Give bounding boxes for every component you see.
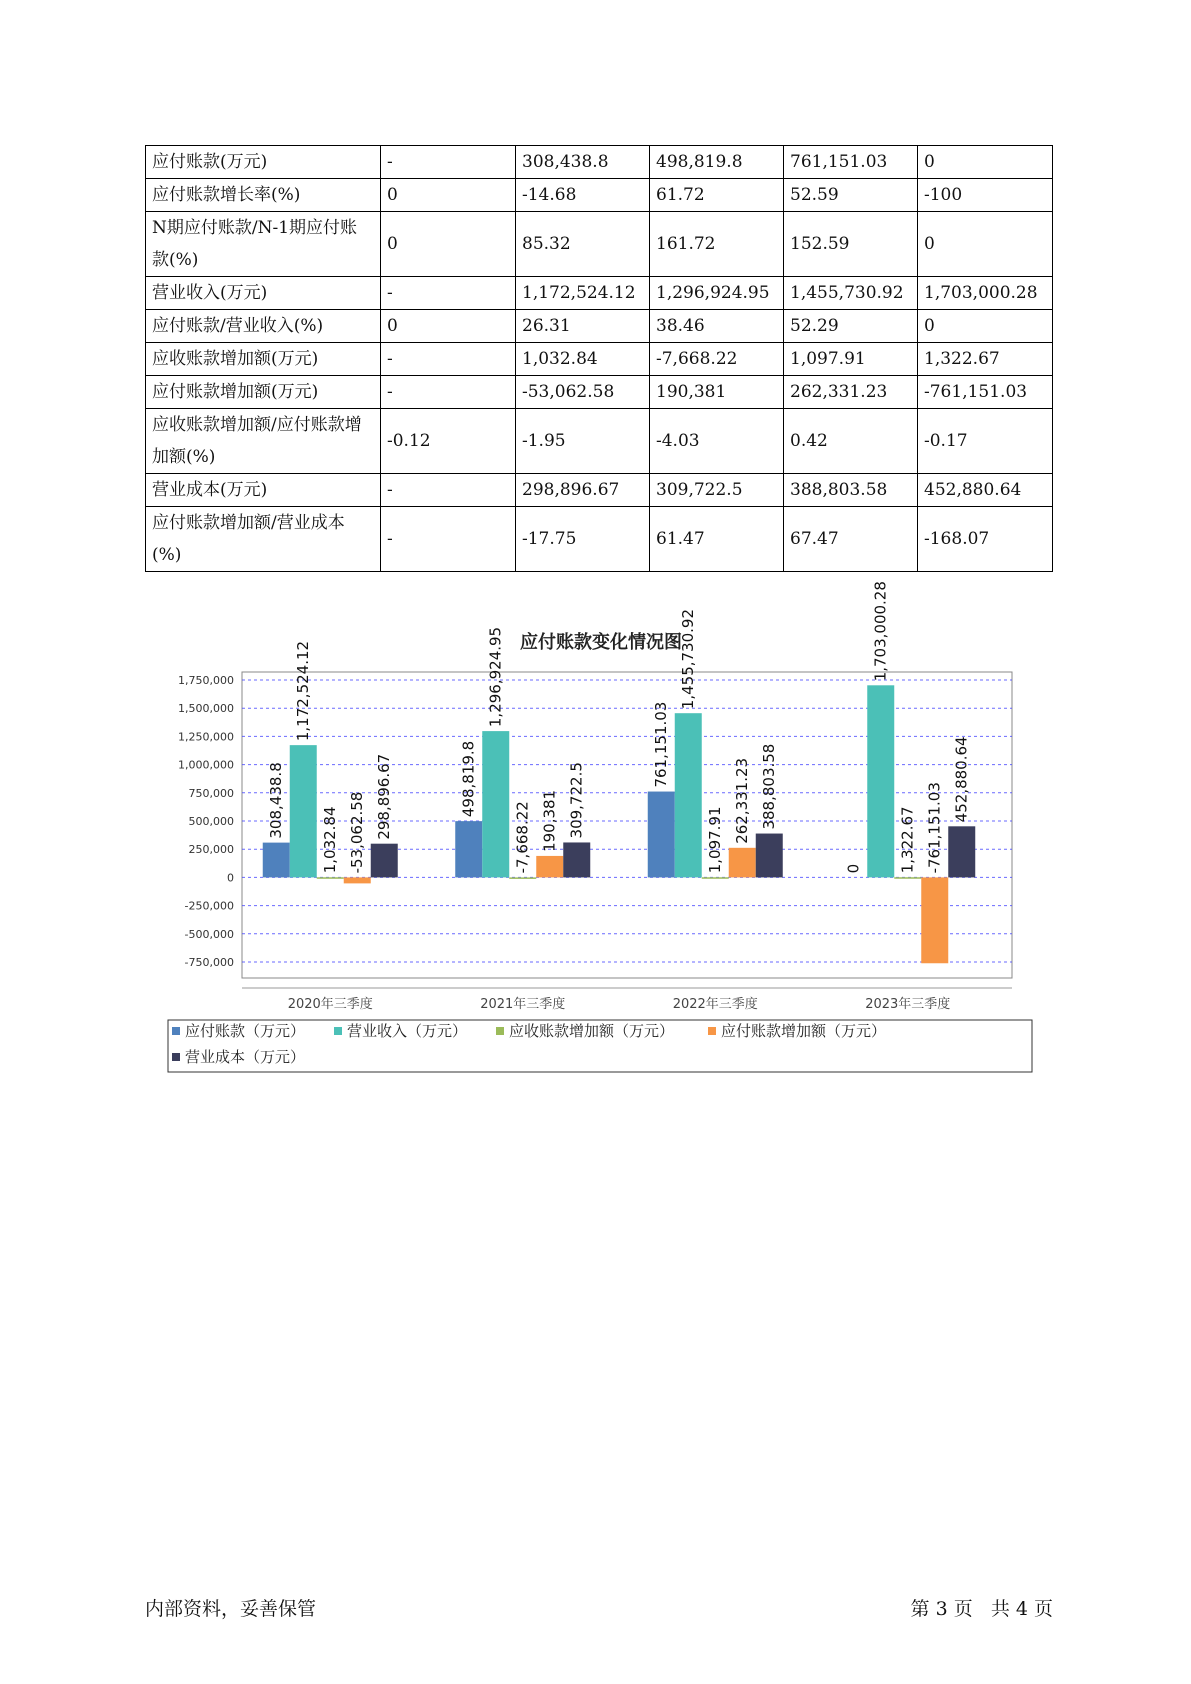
data-label: 1,172,524.12	[294, 640, 313, 742]
legend-label: 营业成本（万元）	[185, 1048, 306, 1066]
bar	[563, 842, 590, 877]
x-tick-label: 2021年三季度	[480, 997, 566, 1012]
x-tick-label: 2023年三季度	[865, 997, 951, 1012]
table-cell: -	[381, 507, 516, 572]
data-label: 1,455,730.92	[679, 608, 698, 710]
table-cell: 0	[381, 179, 516, 212]
data-label: 761,151.03	[652, 701, 671, 788]
table-cell: 52.59	[784, 179, 918, 212]
row-label: 应付账款增加额(万元)	[146, 376, 381, 409]
table-cell: 1,296,924.95	[650, 277, 784, 310]
data-label: 262,331.23	[733, 757, 752, 844]
table-cell: 452,880.64	[918, 474, 1053, 507]
y-tick-label: 1,250,000	[178, 730, 234, 744]
table-cell: 0	[381, 310, 516, 343]
table-cell: 152.59	[784, 212, 918, 277]
table-cell: 61.47	[650, 507, 784, 572]
table-cell: 190,381	[650, 376, 784, 409]
y-tick-label: 750,000	[188, 786, 234, 800]
legend-swatch	[172, 1053, 180, 1061]
table-cell: 308,438.8	[516, 146, 650, 179]
y-tick-label: -250,000	[184, 899, 234, 913]
row-label: 应付账款增长率(%)	[146, 179, 381, 212]
legend-label: 应付账款（万元）	[185, 1022, 306, 1040]
table-cell: 1,322.67	[918, 343, 1053, 376]
bar	[948, 826, 975, 877]
table-cell: 1,032.84	[516, 343, 650, 376]
bar	[344, 877, 371, 883]
table-cell: 388,803.58	[784, 474, 918, 507]
y-tick-label: 1,000,000	[178, 758, 234, 772]
bar	[482, 731, 509, 877]
bar	[290, 745, 317, 877]
bar	[675, 713, 702, 877]
y-tick-label: 0	[227, 871, 234, 885]
data-label: -7,668.22	[513, 801, 532, 874]
bar	[371, 844, 398, 878]
data-label: -761,151.03	[925, 782, 944, 874]
table-cell: -	[381, 146, 516, 179]
data-label: 298,896.67	[375, 753, 394, 840]
table-cell: -168.07	[918, 507, 1053, 572]
row-label: 应付账款增加额/营业成本(%)	[146, 507, 381, 572]
legend-label: 应付账款增加额（万元）	[721, 1022, 887, 1040]
chart-title: 应付账款变化情况图	[520, 632, 682, 653]
table-cell: -14.68	[516, 179, 650, 212]
bar	[702, 877, 729, 879]
table-cell: -7,668.22	[650, 343, 784, 376]
table-cell: -	[381, 277, 516, 310]
table-cell: 1,455,730.92	[784, 277, 918, 310]
data-label: 308,438.8	[267, 762, 286, 839]
row-label: 应付账款(万元)	[146, 146, 381, 179]
table-cell: -1.95	[516, 409, 650, 474]
data-label: 1,097.91	[706, 806, 725, 874]
row-label: 应收账款增加额/应付账款增加额(%)	[146, 409, 381, 474]
x-tick-label: 2022年三季度	[672, 997, 758, 1012]
footer-confidential: 内部资料，妥善保管	[145, 1598, 317, 1620]
table-cell: 1,703,000.28	[918, 277, 1053, 310]
table-cell: 0	[918, 212, 1053, 277]
legend-swatch	[496, 1027, 504, 1035]
table-cell: 67.47	[784, 507, 918, 572]
bar	[509, 877, 536, 879]
table-cell: -	[381, 474, 516, 507]
row-label: 营业成本(万元)	[146, 474, 381, 507]
table-cell: -	[381, 343, 516, 376]
table-cell: -100	[918, 179, 1053, 212]
data-label: 452,880.64	[952, 736, 971, 823]
table-cell: 761,151.03	[784, 146, 918, 179]
bar	[921, 877, 948, 963]
table-cell: 298,896.67	[516, 474, 650, 507]
table-cell: 61.72	[650, 179, 784, 212]
data-label: 1,032.84	[321, 806, 340, 874]
table-cell: -53,062.58	[516, 376, 650, 409]
y-tick-label: -500,000	[184, 927, 234, 941]
data-label: 1,322.67	[898, 806, 917, 874]
legend-swatch	[708, 1027, 716, 1035]
legend-swatch	[334, 1027, 342, 1035]
bar	[867, 685, 894, 877]
row-label: N期应付账款/N-1期应付账款(%)	[146, 212, 381, 277]
data-label: 1,296,924.95	[486, 626, 505, 728]
bar	[317, 877, 344, 879]
data-label: 498,819.8	[459, 740, 478, 818]
bar	[536, 856, 563, 877]
bar	[263, 843, 290, 878]
legend-label: 应收账款增加额（万元）	[509, 1022, 675, 1040]
table-cell: 0	[918, 310, 1053, 343]
data-label: 309,722.5	[567, 762, 586, 839]
y-tick-label: 500,000	[188, 815, 234, 828]
table-cell: -761,151.03	[918, 376, 1053, 409]
table-cell: 0	[918, 146, 1053, 179]
table-cell: 85.32	[516, 212, 650, 277]
table-cell: 0	[381, 212, 516, 277]
bar	[729, 848, 756, 878]
y-tick-label: 250,000	[188, 843, 234, 857]
bar	[648, 792, 675, 878]
y-tick-label: 1,750,000	[178, 674, 234, 687]
y-tick-label: 1,500,000	[178, 702, 234, 716]
table-cell: 52.29	[784, 310, 918, 343]
table-cell: 0.42	[784, 409, 918, 474]
table-cell: -17.75	[516, 507, 650, 572]
legend-swatch	[172, 1027, 180, 1035]
data-label: -53,062.58	[348, 791, 367, 874]
footer-page-number: 第 3 页 共 4 页	[910, 1598, 1053, 1620]
x-tick-label: 2020年三季度	[287, 997, 373, 1012]
table-cell: -0.12	[381, 409, 516, 474]
data-label: 388,803.58	[760, 743, 779, 830]
row-label: 应付账款/营业收入(%)	[146, 310, 381, 343]
table-cell: 161.72	[650, 212, 784, 277]
bar	[894, 877, 921, 879]
row-label: 营业收入(万元)	[146, 277, 381, 310]
table-cell: 1,097.91	[784, 343, 918, 376]
table-cell: 38.46	[650, 310, 784, 343]
table-cell: 262,331.23	[784, 376, 918, 409]
data-label: 0	[844, 863, 863, 874]
y-tick-label: -750,000	[184, 956, 234, 969]
table-cell: -	[381, 376, 516, 409]
table-cell: 498,819.8	[650, 146, 784, 179]
row-label: 应收账款增加额(万元)	[146, 343, 381, 376]
bar	[455, 821, 482, 877]
bar	[756, 834, 783, 878]
table-cell: 1,172,524.12	[516, 277, 650, 310]
data-label: 1,703,000.28	[871, 581, 890, 682]
data-label: 190,381	[540, 789, 559, 852]
table-cell: 26.31	[516, 310, 650, 343]
table-cell: -0.17	[918, 409, 1053, 474]
legend-label: 营业收入（万元）	[347, 1022, 468, 1040]
table-cell: 309,722.5	[650, 474, 784, 507]
table-cell: -4.03	[650, 409, 784, 474]
